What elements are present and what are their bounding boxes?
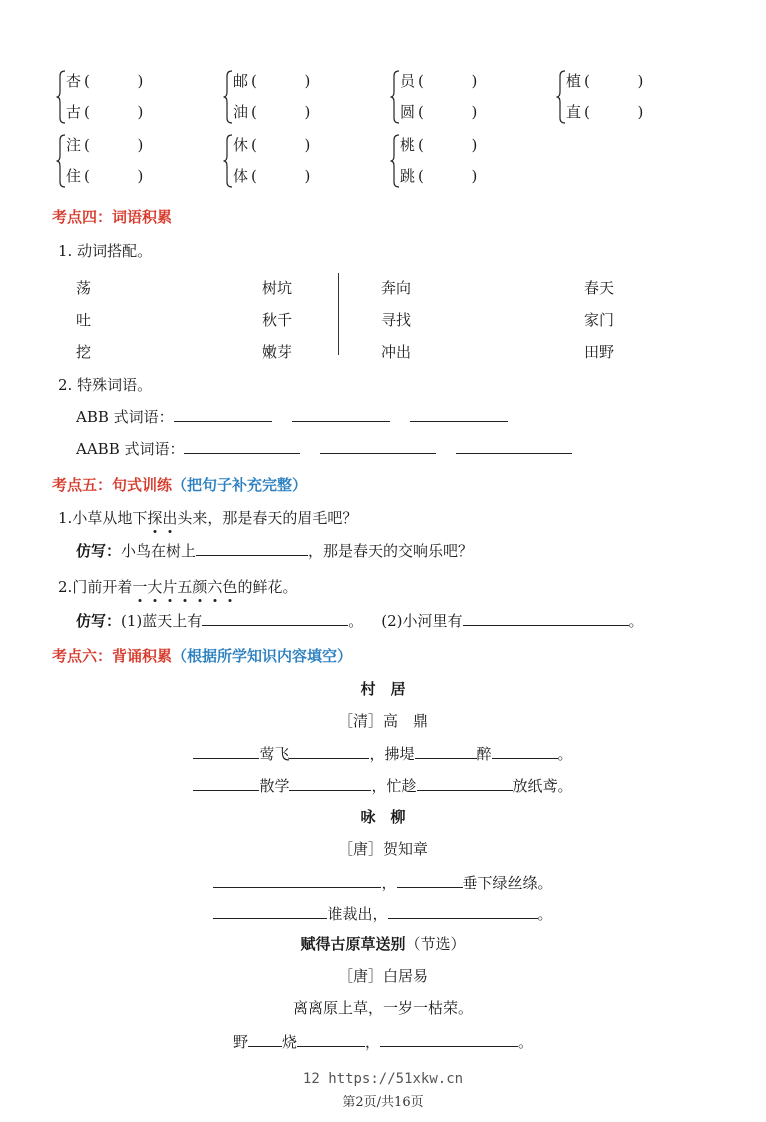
sentence-text: (1)蓝天上有 (121, 612, 203, 630)
poem-text: 野 (232, 1033, 248, 1051)
poem3-heading (0, 933, 766, 954)
hanzi-char: 圆 (400, 103, 416, 121)
hanzi-char: 体 (233, 167, 249, 185)
poem-blank[interactable] (417, 776, 513, 791)
hanzi-char: 直 (566, 103, 582, 121)
poem-text: 。 (537, 905, 553, 923)
noun-item[interactable]: 田野 (584, 343, 615, 361)
section5-title: 考点五：句式训练 (52, 476, 173, 494)
poem1-title: 村 居 (360, 680, 406, 698)
char-row (566, 66, 643, 97)
section5-subtitle: （把句子补充完整） (172, 476, 308, 494)
sentence-text: 。 (628, 612, 644, 630)
char-row (400, 130, 477, 161)
char-row (66, 97, 143, 128)
hanzi-char: 古 (66, 103, 82, 121)
poem2-line2 (0, 903, 766, 924)
sentence-text: 。 (348, 612, 364, 630)
poem-text: ， (381, 874, 397, 892)
poem-text: 垂下绿丝绦。 (462, 874, 553, 892)
pinyin-paren-blank[interactable]: ( ) (84, 136, 144, 154)
aabb-blank[interactable] (320, 439, 436, 454)
pinyin-paren-blank[interactable]: ( ) (84, 103, 144, 121)
poem-text: 。 (557, 745, 573, 763)
dotted-words (132, 578, 237, 596)
abb-blank[interactable] (292, 407, 390, 422)
brace-icon (56, 134, 66, 188)
verb-item[interactable]: 冲出 (381, 343, 412, 361)
hanzi-char: 杏 (66, 72, 82, 90)
aabb-blank[interactable] (456, 439, 572, 454)
verb-item[interactable]: 吐 (76, 311, 92, 329)
pinyin-paren-blank[interactable]: ( ) (251, 103, 311, 121)
abb-blank[interactable] (410, 407, 508, 422)
emphasis-char: 色 (222, 578, 238, 596)
poem-text: 烧 (281, 1033, 297, 1051)
brace-icon (390, 134, 400, 188)
brace-icon (223, 134, 233, 188)
char-pair-group (56, 130, 143, 192)
brace-icon (223, 70, 233, 124)
pinyin-paren-blank[interactable]: ( ) (418, 136, 478, 154)
q-number: 2. (58, 578, 73, 596)
divider-line (338, 273, 339, 355)
hanzi-char: 住 (66, 167, 82, 185)
page-number: 第2页/共16页 (342, 1095, 424, 1110)
char-pair-group (556, 66, 643, 128)
poem1-author: ［清］高 鼎 (337, 712, 428, 730)
noun-item[interactable]: 家门 (584, 311, 615, 329)
q-number: 1. (58, 509, 73, 527)
hanzi-char: 注 (66, 136, 82, 154)
noun-item[interactable]: 树坑 (262, 279, 293, 297)
char-pair-group (390, 66, 477, 128)
section6-heading (52, 645, 352, 666)
brace-icon (56, 70, 66, 124)
emphasis-char: 颜 (192, 578, 208, 596)
section6-title: 考点六：背诵积累 (52, 647, 173, 665)
poem-text: 。 (518, 1033, 534, 1051)
poem-text: ，拂堤 (369, 745, 415, 763)
aabb-blank[interactable] (184, 439, 300, 454)
noun-item[interactable]: 嫩芽 (262, 343, 293, 361)
poem-text: ， (365, 1033, 381, 1051)
pinyin-paren-blank[interactable]: ( ) (251, 167, 311, 185)
poem-blank[interactable] (289, 744, 369, 759)
pinyin-paren-blank[interactable]: ( ) (418, 72, 478, 90)
sentence-text: 小草从地下 (72, 509, 148, 527)
poem-blank[interactable] (289, 776, 371, 791)
verb-item[interactable]: 荡 (76, 279, 92, 297)
poem1-line2 (0, 775, 766, 796)
answer-blank[interactable] (463, 611, 629, 626)
sentence-text: 小鸟在树上 (121, 542, 197, 560)
poem-blank[interactable] (415, 744, 477, 759)
section5-heading (52, 474, 307, 495)
emphasis-char: 大 (147, 578, 163, 596)
poem-text: 莺飞 (259, 745, 290, 763)
poem2-author: ［唐］贺知章 (337, 840, 428, 858)
poem-blank[interactable] (213, 904, 327, 919)
poem-blank[interactable] (397, 873, 463, 888)
sentence-text: 的鲜花。 (237, 578, 298, 596)
answer-blank[interactable] (196, 541, 308, 556)
q2-label: 2. 特殊词语。 (58, 376, 153, 394)
poem3-line2 (0, 1031, 766, 1052)
match-right-verbs (381, 272, 411, 368)
pinyin-paren-blank[interactable]: ( ) (251, 72, 311, 90)
s5-q1-imitate (76, 540, 473, 561)
pinyin-paren-blank[interactable]: ( ) (418, 167, 478, 185)
poem-blank[interactable] (248, 1032, 282, 1047)
match-right-nouns (584, 272, 614, 368)
abb-label: ABB 式词语： (76, 408, 174, 426)
pinyin-paren-blank[interactable]: ( ) (418, 103, 478, 121)
poem-blank[interactable] (213, 873, 381, 888)
char-row (66, 161, 143, 192)
emphasis-char: 出 (162, 509, 178, 527)
sentence-text: (2)小河里有 (381, 612, 463, 630)
char-row (233, 66, 310, 97)
aabb-label: AABB 式词语： (76, 440, 185, 458)
pinyin-paren-blank[interactable]: ( ) (84, 167, 144, 185)
aabb-row (76, 438, 572, 459)
hanzi-char: 跳 (400, 167, 416, 185)
hanzi-char: 油 (233, 103, 249, 121)
poem-blank[interactable] (193, 776, 259, 791)
poem-text: 散学 (259, 777, 290, 795)
poem-blank[interactable] (380, 1032, 518, 1047)
hanzi-char: 桃 (400, 136, 416, 154)
abb-blank[interactable] (174, 407, 272, 422)
hanzi-char: 员 (400, 72, 416, 90)
footer-url: 12 https://51xkw.cn (302, 1071, 464, 1087)
char-pair-group (223, 130, 310, 192)
hanzi-char: 邮 (233, 72, 249, 90)
pinyin-paren-blank[interactable]: ( ) (584, 103, 644, 121)
char-pair-group (223, 66, 310, 128)
match-left-nouns (262, 272, 292, 368)
noun-item[interactable]: 春天 (584, 279, 615, 297)
sentence-text: 头来，那是春天的眉毛吧？ (177, 509, 358, 527)
emphasis-char: 五 (177, 578, 193, 596)
poem-blank[interactable] (492, 744, 558, 759)
imitate-label: 仿写： (76, 542, 122, 560)
char-row (66, 66, 143, 97)
dotted-words (147, 509, 177, 527)
verb-item[interactable]: 挖 (76, 343, 92, 361)
char-pair-group (56, 66, 143, 128)
char-row (400, 161, 477, 192)
section4-title: 考点四：词语积累 (52, 208, 173, 226)
pinyin-paren-blank[interactable]: ( ) (84, 72, 144, 90)
brace-icon (390, 70, 400, 124)
char-row (400, 66, 477, 97)
poem3-title: 赋得古原草送别 (300, 935, 406, 953)
pinyin-paren-blank[interactable]: ( ) (251, 136, 311, 154)
brace-icon (556, 70, 566, 124)
char-row (233, 161, 310, 192)
hanzi-char: 休 (233, 136, 249, 154)
q1-label: 1. 动词搭配。 (58, 242, 153, 260)
emphasis-char: 探 (147, 509, 163, 527)
abb-row (76, 406, 508, 427)
poem3-line1: 离离原上草，一岁一枯荣。 (292, 999, 473, 1017)
answer-blank[interactable] (202, 611, 348, 626)
poem-text: 谁裁出， (327, 905, 388, 923)
char-row (233, 97, 310, 128)
poem-blank[interactable] (388, 904, 538, 919)
verb-item[interactable]: 寻找 (381, 311, 412, 329)
sentence-text: ，那是春天的交响乐吧？ (308, 542, 474, 560)
s5-q2-imitate (76, 610, 644, 631)
poem-text: 醉 (476, 745, 492, 763)
noun-item[interactable]: 秋千 (262, 311, 293, 329)
poem-text: 放纸鸢。 (512, 777, 573, 795)
poem3-note: （节选） (405, 935, 466, 953)
poem-blank[interactable] (297, 1032, 365, 1047)
s5-q2 (58, 576, 297, 597)
poem2-line1 (0, 872, 766, 893)
emphasis-char: 一 (132, 578, 148, 596)
imitate-label: 仿写： (76, 612, 122, 630)
emphasis-char: 六 (207, 578, 223, 596)
poem2-title: 咏 柳 (360, 808, 406, 826)
char-row (400, 97, 477, 128)
sentence-text: 门前开着 (72, 578, 133, 596)
emphasis-char: 片 (162, 578, 178, 596)
pinyin-paren-blank[interactable]: ( ) (584, 72, 644, 90)
char-row (566, 97, 643, 128)
section6-subtitle: （根据所学知识内容填空） (172, 647, 353, 665)
poem-blank[interactable] (193, 744, 259, 759)
s5-q1 (58, 507, 357, 528)
poem-text: ，忙趁 (371, 777, 417, 795)
char-pair-group (390, 130, 477, 192)
char-row (233, 130, 310, 161)
poem3-author: ［唐］白居易 (337, 967, 428, 985)
hanzi-char: 植 (566, 72, 582, 90)
char-row (66, 130, 143, 161)
poem1-line1 (0, 743, 766, 764)
match-left-verbs (76, 272, 91, 368)
verb-item[interactable]: 奔向 (381, 279, 412, 297)
